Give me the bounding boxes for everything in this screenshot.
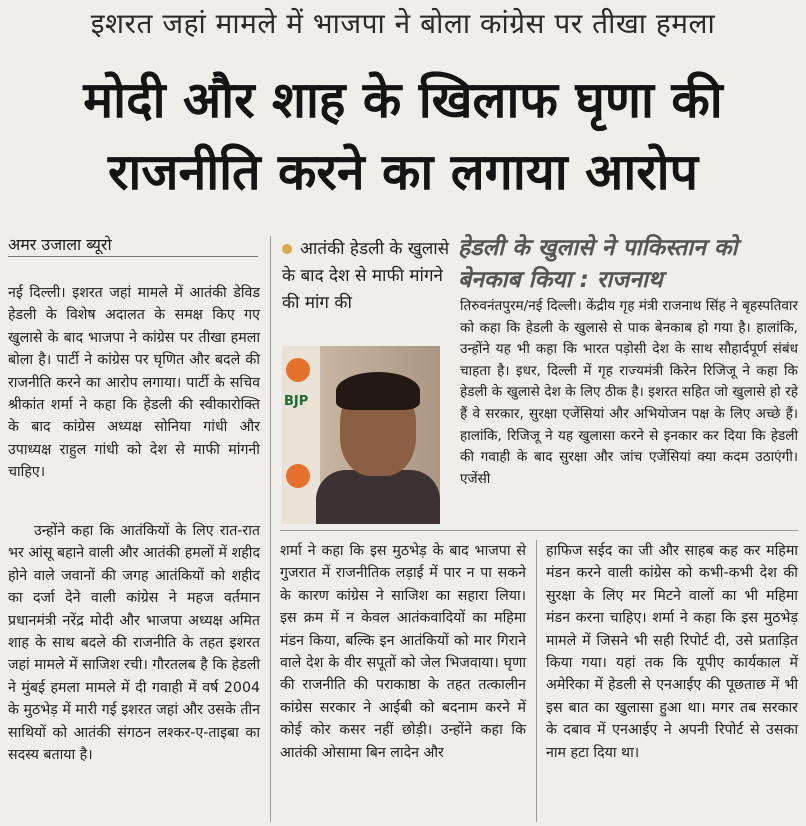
article-paragraph-4: हाफिज सईद का जी और साहब कह कर महिमा मंडन करने वाली कांग्रेस को कभी-कभी देश की सुरक्षा के लिए मर मिटने वालों का भी महिमा मंडन करना चाहिए। शर्मा ने कहा कि इस मुठभेड़ मामले में जिसने भी सही रिपोर्ट दी, उसे प्रताड़ित किया गया। यहां तक कि यूपीए कार्यकाल में अमेरिका में हेडली से एनआईए की पूछताछ में भी इस बात का खुलासा हुआ था। मगर तब सरकार के दबाव में एनआईए ने अपनी रिपोर्ट से उसका नाम हटा दिया था। [546,543,798,761]
lotus-logo-icon [286,358,310,382]
column-divider [536,540,537,822]
person-shirt [316,470,440,524]
pull-quote [282,236,458,317]
sidebar-bottom-rule [280,530,798,531]
pull-quote-text: आतंकी हेडली के खुलासे के बाद देश से माफी मांगने की मांग की [282,239,450,313]
article-column-3 [546,540,798,764]
article-column-1-bottom [8,520,260,766]
lotus-logo-icon [286,464,310,488]
sidebar-paragraph: तिरुवनंतपुरम/नई दिल्ली। केंद्रीय गृह मंत्री राजनाथ सिंह ने बृहस्पतिवार को कहा कि हेडली के खुलासे से पाक बेनकाब हो गया है। हालांकि, उन्होंने यह भी कहा कि भारत पड़ोसी देश के साथ सौहार्दपूर्ण संबंध चाहता है। इधर, दिल्ली में गृह राज्यमंत्री किरेन रिजिजू ने कहा कि हेडली के खुलासे देश के लिए ठीक है। इशरत सहित जो खुलासे हो रहे हैं वे सरकार, सुरक्षा एजेंसियां और अभियोजन पक्ष के लिए अच्छे हैं। हालांकि, रिजिजू ने यह खुलासा करने से इनकार कर दिया कि हेडली की गवाही के बाद सुरक्षा और जांच एजेंसियां क्या कदम उठाएंगी। एजेंसी [460,298,798,487]
article-column-1-top [8,282,260,484]
article-column-2 [280,540,526,764]
bjp-mark: BJP [284,394,309,409]
article-paragraph-3: शर्मा ने कहा कि इस मुठभेड़ के बाद भाजपा से गुजरात में राजनीतिक लड़ाई में पार न पा सकने के कारण कांग्रेस ने साजिश का सहारा लिया। इस क्रम में न केवल आतंकवादियों का महिमा मंडन किया, बल्कि इन आतंकियों को मार गिराने वाले देश के वीर सपूतों को जेल भिजवाया। घृणा की राजनीति की पराकाष्ठा के तहत तत्कालीन कांग्रेस सरकार ने आईबी को बदनाम करने में कोई कोर कसर नहीं छोड़ी। उन्होंने कहा कि आतंकी ओसामा बिन लादेन और [280,543,526,761]
article-paragraph-1: नई दिल्ली। इशरत जहां मामले में आतंकी डेविड हेडली के विशेष अदालत के समक्ष किए गए खुलासे के बाद भाजपा ने कांग्रेस पर तीखा हमला बोला है। पार्टी ने कांग्रेस पर घृणित और बदले की राजनीति करने का आरोप लगाया। पार्टी के सचिव श्रीकांत शर्मा ने कहा कि हेडली की स्वीकारोक्ति के बाद कांग्रेस अध्यक्ष सोनिया गांधी और उपाध्यक्ष राहुल गांधी को देश से माफी मांगनी चाहिए। [8,285,260,481]
news-photo [282,346,440,524]
article-paragraph-2: उन्होंने कहा कि आतंकियों के लिए रात-रात भर आंसू बहाने वाली और आतंकी हमलों में शहीद होने वाले जवानों की जगह आतंकियों को शहीद का दर्जा देने वाली कांग्रेस ने महज वर्तमान प्रधानमंत्री नरेंद्र मोदी और भाजपा अध्यक्ष अमित शाह के साथ बदले की राजनीति के तहत इशरत जहां मामले में साजिश रची। गौरतलब है कि हेडली ने मुंबई हमला मामले में दी गवाही में वर्ष 2004 के मुठभेड़ में मारी गई इशरत जहां और उसके तीन साथियों को आतंकी संगठन लश्कर-ए-ताइबा का सदस्य बताया है। [8,523,260,764]
sidebar-headline: हेडली के खुलासे ने पाकिस्तान को बेनकाब किया : राजनाथ [458,235,738,293]
column-divider [270,236,271,822]
bullet-icon [282,244,292,254]
person-hair [336,372,420,410]
article-kicker: इशरत जहां मामले में भाजपा ने बोला कांग्रेस पर तीखा हमला [90,7,716,40]
article-headline: मोदी और शाह के खिलाफ घृणा की राजनीति करने का लगाया आरोप [83,71,723,201]
article-byline: अमर उजाला ब्यूरो [8,234,258,257]
sidebar-body [460,296,798,490]
